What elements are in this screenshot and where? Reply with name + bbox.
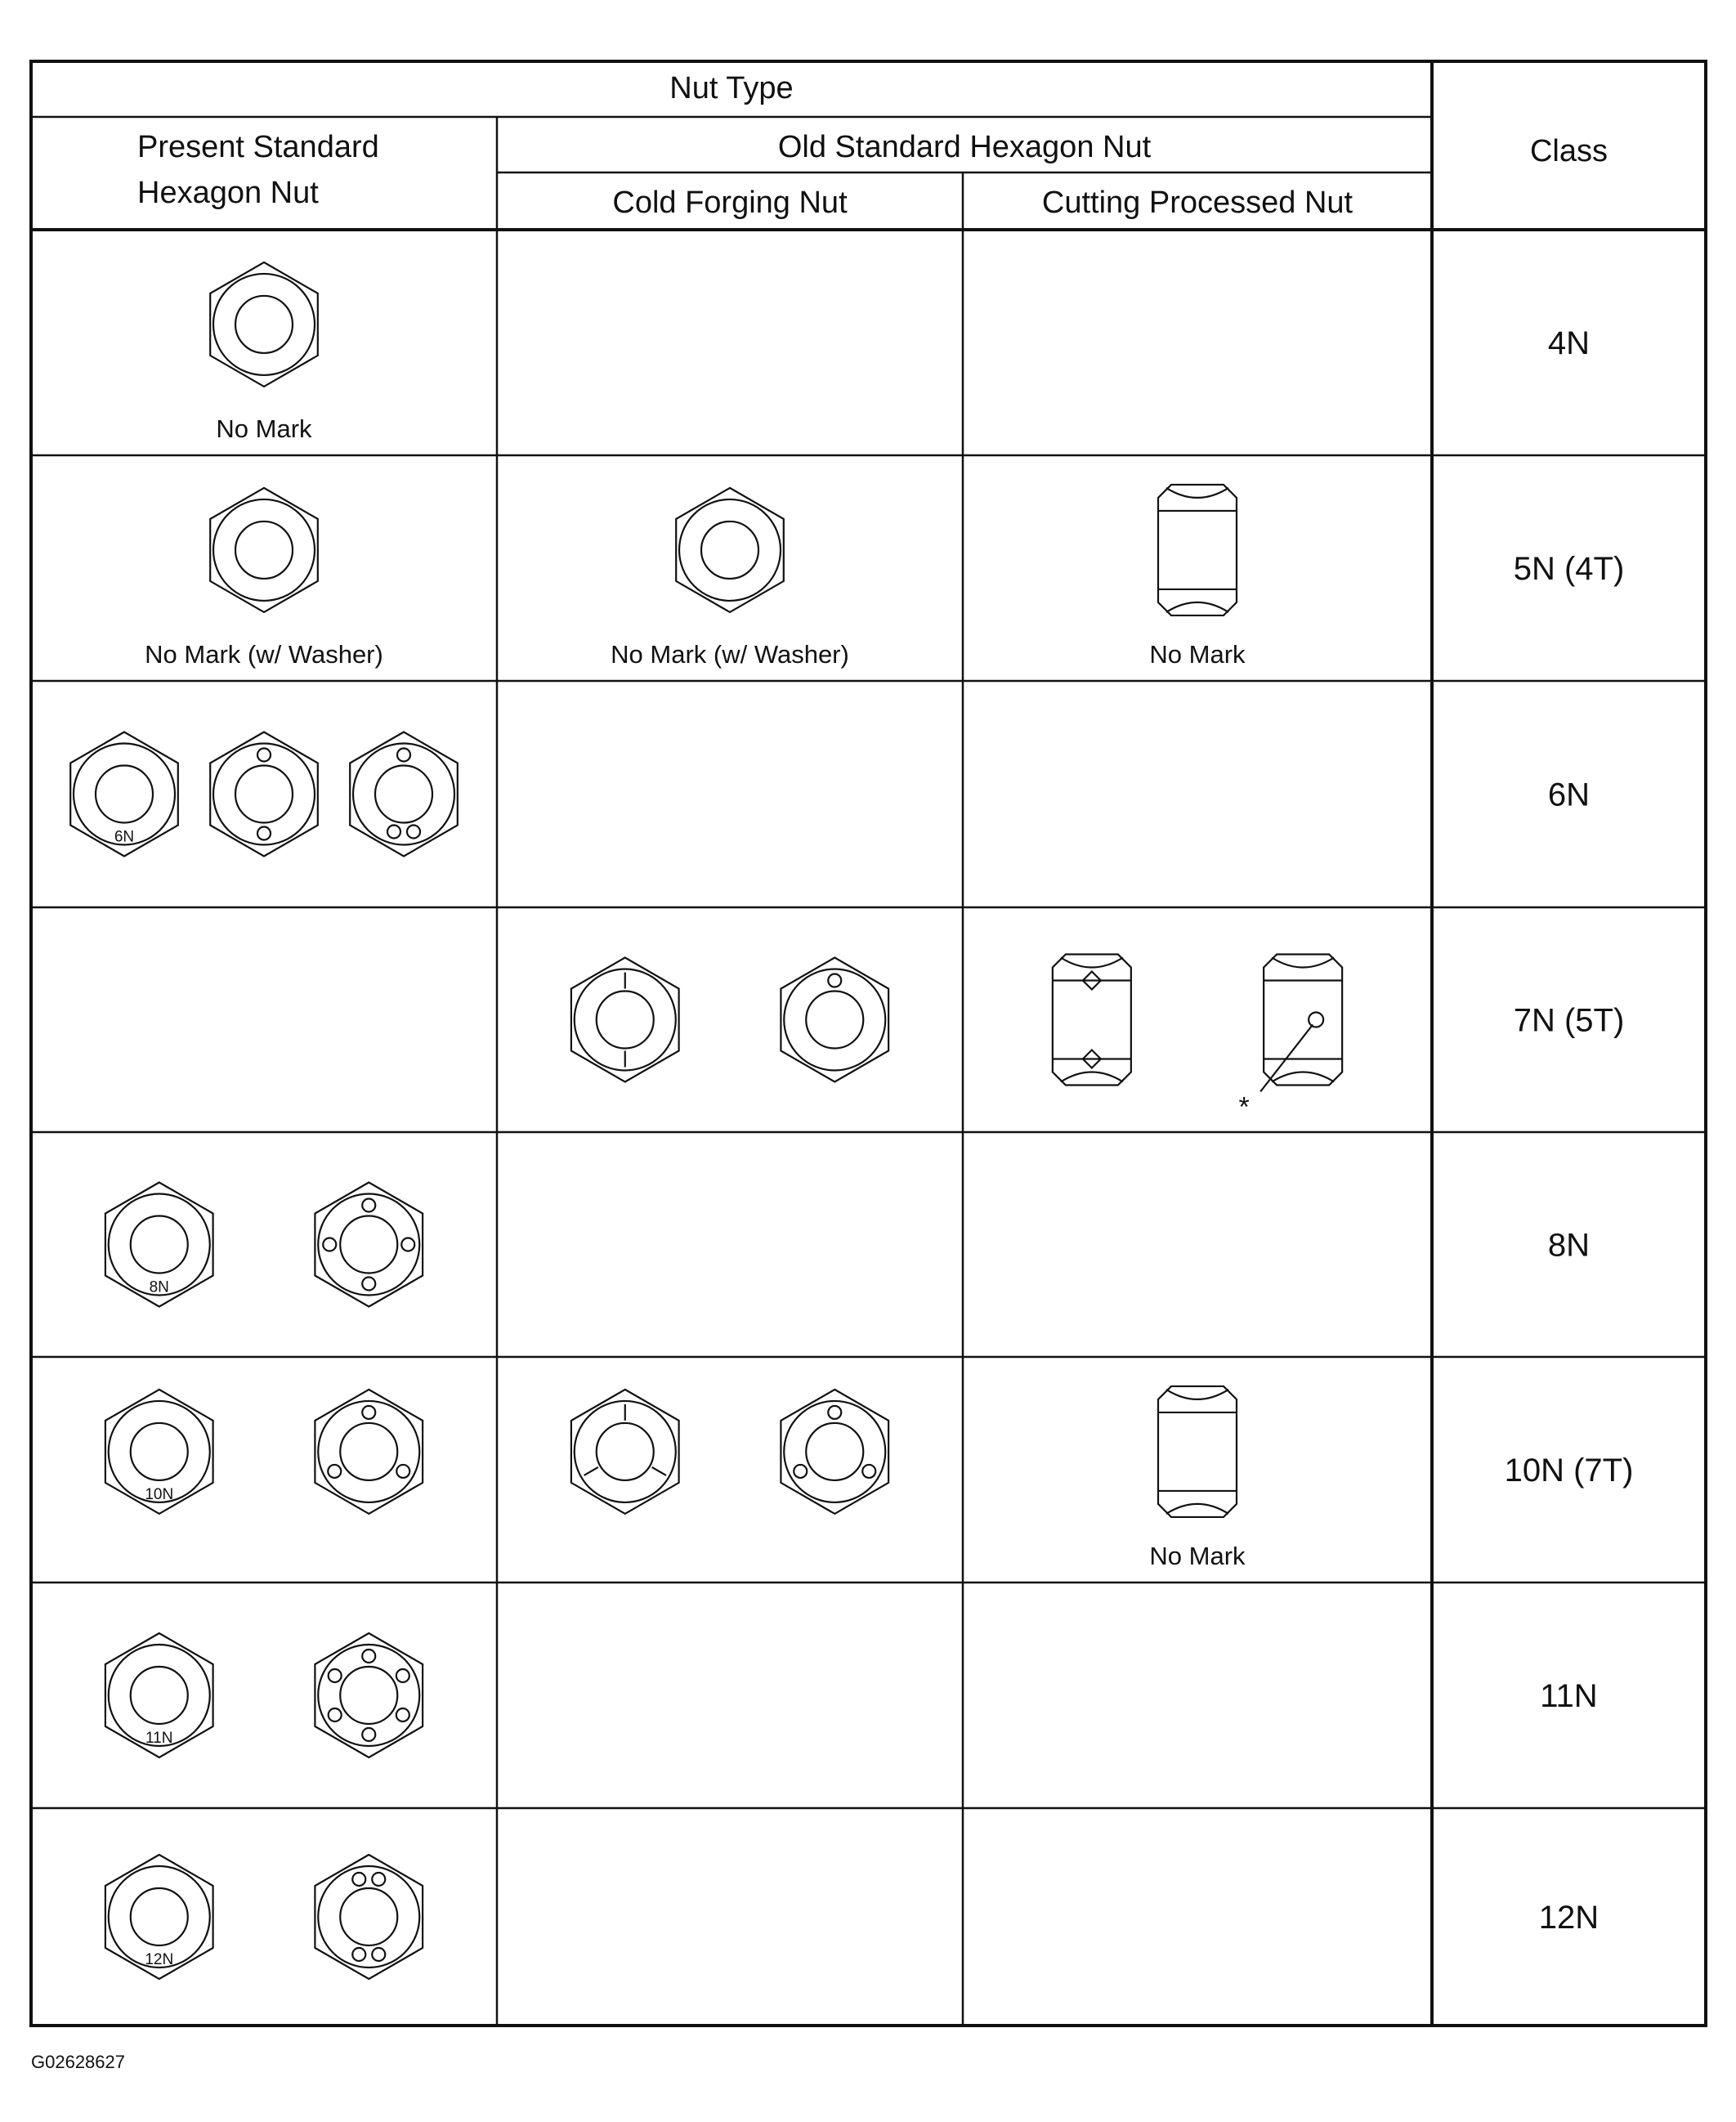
nut-bore xyxy=(131,1423,188,1480)
mark-dot xyxy=(396,1708,409,1721)
nut-washer-face xyxy=(213,499,315,601)
hex-nut-outline xyxy=(315,1183,423,1307)
mark-dot xyxy=(372,1873,385,1886)
nut-bore xyxy=(597,1423,654,1480)
table-grid xyxy=(31,61,1706,2026)
nut-washer-face xyxy=(318,1401,419,1502)
table-row xyxy=(105,1183,1590,1307)
mark-dot xyxy=(794,1465,807,1478)
present-label: No Mark xyxy=(216,414,312,443)
class-value: 11N xyxy=(1540,1678,1598,1714)
side-nut-chamfer xyxy=(1272,958,1334,968)
side-nut-chamfer xyxy=(1166,488,1228,498)
class-value: 12N xyxy=(1538,1900,1600,1936)
mark-dot xyxy=(387,826,400,839)
table-row xyxy=(105,1855,1599,1979)
nut-bore xyxy=(597,992,654,1049)
nut-bore xyxy=(806,992,863,1049)
hex-nut-outline xyxy=(781,1390,888,1514)
nut-class-stamp: 8N xyxy=(149,1278,169,1296)
side-nut-chamfer xyxy=(1061,958,1123,968)
side-nut-outline xyxy=(1053,955,1131,1086)
mark-dot xyxy=(396,1465,409,1478)
table-row xyxy=(571,955,1624,1123)
cutting-label: No Mark xyxy=(1149,640,1246,669)
cold-label: No Mark (w/ Washer) xyxy=(611,640,849,669)
nut-bore xyxy=(340,1423,397,1480)
mark-dot xyxy=(372,1948,385,1961)
mark-dot xyxy=(323,1238,336,1251)
nut-bore xyxy=(701,522,758,579)
hex-nut-outline xyxy=(315,1633,423,1757)
mark-dot xyxy=(328,1465,341,1478)
table-row xyxy=(145,485,1624,669)
nut-washer-face xyxy=(784,969,885,1071)
old-standard-header: Old Standard Hexagon Nut xyxy=(777,130,1152,164)
mark-circle xyxy=(1309,1013,1323,1027)
hex-nut-outline xyxy=(210,732,318,857)
side-nut-chamfer xyxy=(1272,1072,1334,1082)
table-row xyxy=(210,262,1590,443)
side-nut-outline xyxy=(1158,1386,1237,1517)
nut-bore xyxy=(375,766,432,823)
hex-nut-outline xyxy=(676,488,784,612)
mark-dot xyxy=(362,1728,375,1741)
nut-washer-face xyxy=(679,499,781,601)
nut-washer-face xyxy=(213,744,315,845)
mark-dot xyxy=(257,749,271,762)
mark-dot xyxy=(329,1669,342,1682)
nut-bore xyxy=(235,522,293,579)
table-border xyxy=(31,61,1706,2026)
nut-bore xyxy=(340,1888,397,1945)
nut-washer-face xyxy=(353,744,454,845)
nut-bore xyxy=(340,1667,397,1724)
mark-dot xyxy=(352,1948,365,1961)
nut-washer-face xyxy=(318,1645,419,1746)
nut-washer-face xyxy=(784,1401,885,1502)
mark-dot xyxy=(362,1278,375,1291)
hex-nut-outline xyxy=(315,1390,423,1514)
side-nut-chamfer xyxy=(1166,1504,1228,1514)
hex-nut-outline xyxy=(315,1855,423,1979)
class-value: 4N xyxy=(1547,325,1591,361)
side-nut-outline xyxy=(1158,485,1237,616)
footnote-asterisk: * xyxy=(1238,1091,1250,1123)
mark-dot xyxy=(257,827,271,840)
nut-bore xyxy=(806,1423,863,1480)
nut-bore xyxy=(131,1216,188,1274)
hex-nut-outline xyxy=(781,958,888,1082)
nut-class-stamp: 11N xyxy=(145,1730,173,1747)
class-value: 6N xyxy=(1547,777,1591,813)
present-label: No Mark (w/ Washer) xyxy=(145,640,383,669)
hex-nut-outline xyxy=(210,488,318,612)
hex-nut-outline xyxy=(350,732,458,857)
side-nut-outline xyxy=(1264,955,1342,1086)
table-headers xyxy=(137,71,1608,220)
class-value: 5N (4T) xyxy=(1513,551,1625,587)
nut-bore xyxy=(235,296,293,353)
table-row xyxy=(105,1633,1598,1757)
nut-washer-face xyxy=(213,274,315,375)
mark-dot xyxy=(407,826,420,839)
mark-dot xyxy=(401,1238,414,1251)
nut-type-header: Nut Type xyxy=(669,71,794,105)
mark-dot xyxy=(362,1406,375,1419)
mark-slot xyxy=(584,1467,598,1475)
mark-dot xyxy=(862,1465,875,1478)
class-header: Class xyxy=(1529,134,1608,168)
table-rows xyxy=(70,262,1633,1979)
mark-dot xyxy=(362,1650,375,1663)
mark-dot xyxy=(828,974,841,987)
nut-bore xyxy=(131,1667,188,1724)
table-row xyxy=(105,1386,1634,1570)
cutting-processed-header: Cutting Processed Nut xyxy=(1041,186,1353,220)
nut-bore xyxy=(235,766,293,823)
mark-dot xyxy=(828,1406,841,1419)
side-nut-chamfer xyxy=(1166,1390,1228,1399)
nut-bore xyxy=(96,766,153,823)
nut-bore xyxy=(340,1216,397,1274)
mark-dot xyxy=(397,749,410,762)
mark-dot xyxy=(329,1708,342,1721)
nut-bore xyxy=(131,1888,188,1945)
cutting-label: No Mark xyxy=(1149,1542,1246,1570)
mark-dot xyxy=(396,1669,409,1682)
nut-class-stamp: 10N xyxy=(145,1485,174,1503)
cold-forging-header: Cold Forging Nut xyxy=(612,186,848,220)
class-value: 8N xyxy=(1547,1227,1591,1264)
mark-slot xyxy=(652,1467,666,1475)
present-standard-header: Present Standard xyxy=(137,130,379,164)
class-value: 7N (5T) xyxy=(1513,1002,1625,1039)
nut-washer-face xyxy=(318,1194,419,1296)
mark-dot xyxy=(362,1199,375,1212)
nut-class-stamp: 6N xyxy=(114,828,135,846)
mark-dot xyxy=(352,1873,365,1886)
nut-class-stamp: 12N xyxy=(145,1951,174,1968)
nut-washer-face xyxy=(318,1866,419,1968)
table-row xyxy=(70,732,1590,857)
figure-id: G02628627 xyxy=(31,2052,125,2072)
side-nut-chamfer xyxy=(1166,602,1228,612)
side-nut-chamfer xyxy=(1061,1072,1123,1082)
hex-nut-outline xyxy=(210,262,318,387)
present-standard-header-line2: Hexagon Nut xyxy=(137,176,319,210)
class-value: 10N (7T) xyxy=(1504,1453,1634,1489)
